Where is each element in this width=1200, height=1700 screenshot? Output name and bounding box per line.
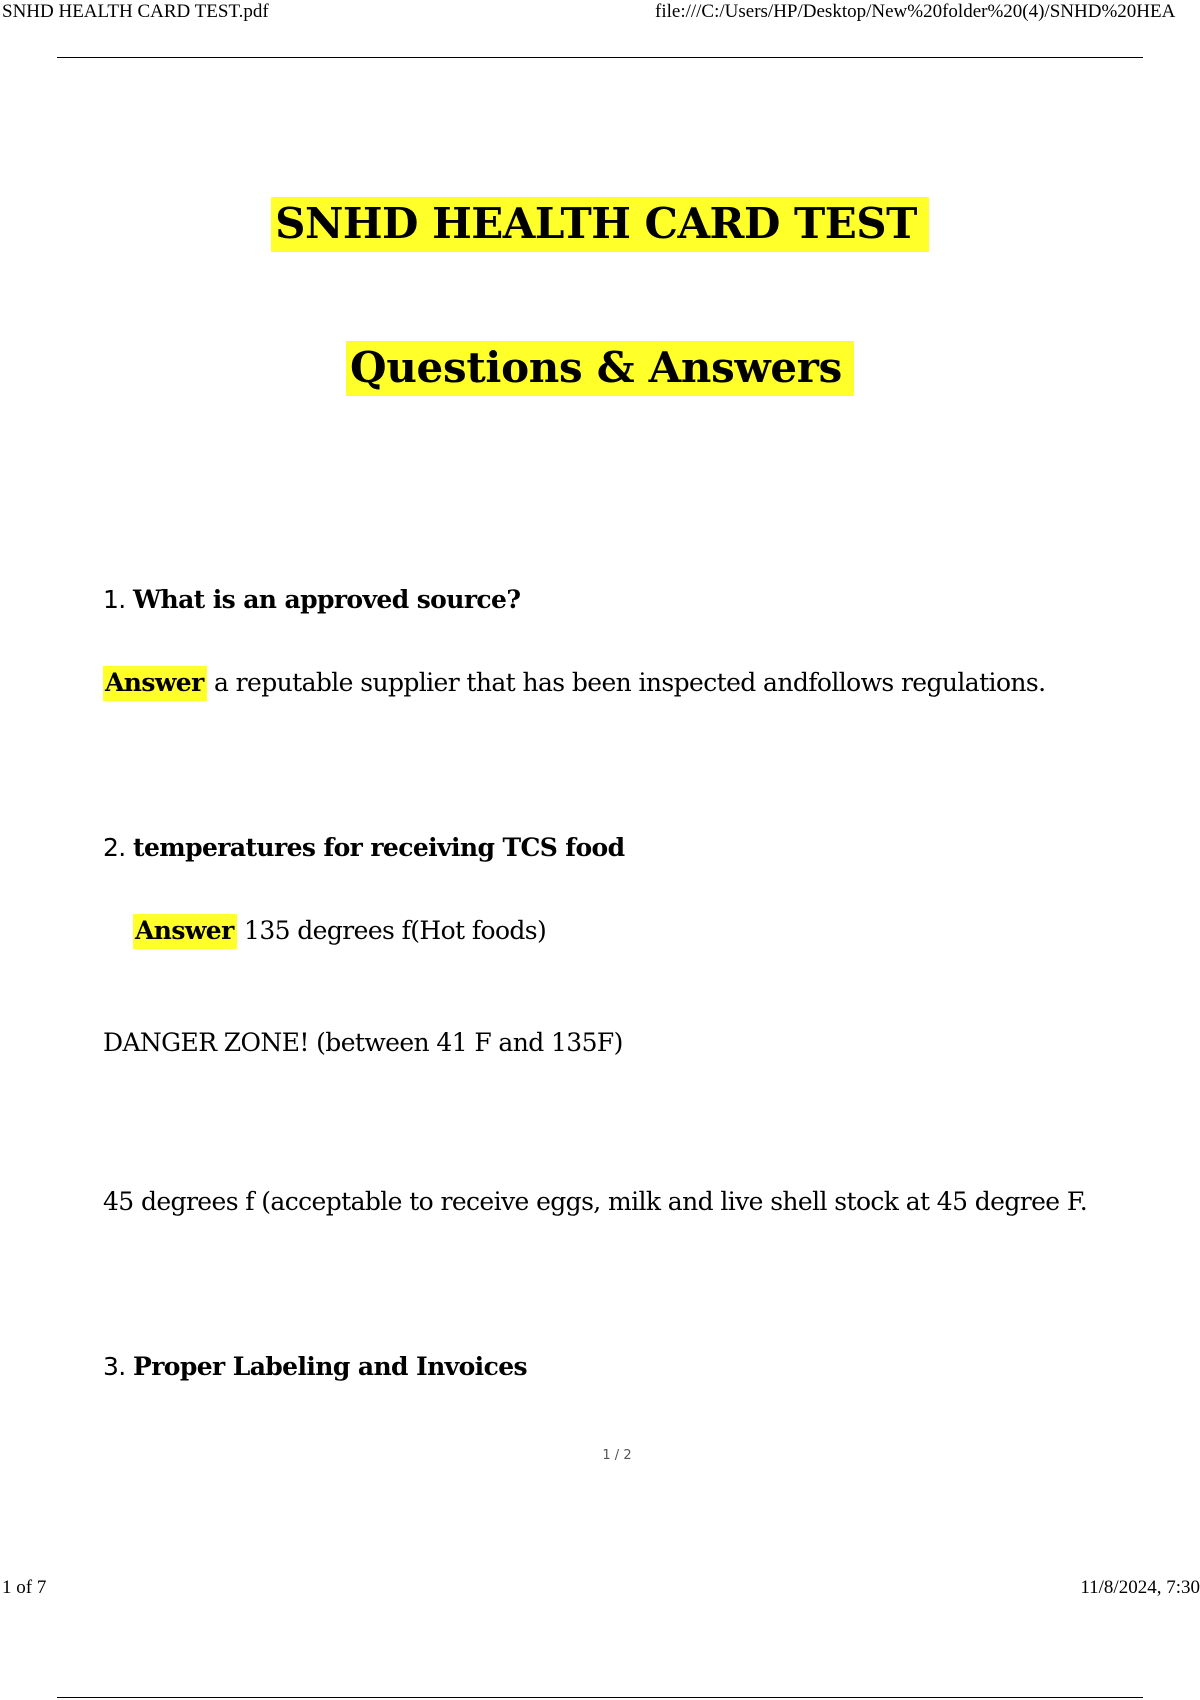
print-header [0,0,1200,26]
print-footer-page-count: 1 of 7 [2,1577,47,1598]
question-2-number: 2. [103,833,126,862]
question-3-number: 3. [103,1352,126,1381]
document-title-text: SNHD HEALTH CARD TEST [271,197,929,252]
answer-1-text: a reputable supplier that has been inspected andfollows regulations. [214,668,1046,697]
answer-2-note-receiving: 45 degrees f (acceptable to receive eggs, milk and live shell stock at 45 degree F. [103,1187,1088,1216]
print-header-file-url: file:///C:/Users/HP/Desktop/New%20folder%20(4)/SNHD%20HEA [655,1,1176,22]
question-3 [103,1351,527,1383]
document-title [0,196,1200,252]
answer-2-label: Answer [133,914,237,949]
answer-2 [133,915,546,947]
print-footer-datetime: 11/8/2024, 7:30 [1080,1577,1200,1598]
answer-2-text: 135 degrees f(Hot foods) [244,916,547,945]
question-2-text: temperatures for receiving TCS food [133,833,625,862]
question-1-text: What is an approved source? [133,585,521,614]
question-1-number: 1. [103,585,126,614]
document-subtitle [0,340,1200,396]
answer-2-note-danger-zone: DANGER ZONE! (between 41 F and 135F) [103,1028,623,1057]
question-2 [103,832,625,864]
footer-divider [57,1697,1143,1698]
answer-1-label: Answer [103,666,207,701]
answer-1 [103,667,1045,699]
print-footer [0,1576,1200,1602]
header-divider [57,57,1143,58]
question-3-text: Proper Labeling and Invoices [133,1352,527,1381]
page-indicator: 1 / 2 [602,1448,632,1463]
question-1 [103,584,520,616]
document-subtitle-text: Questions & Answers [346,341,854,396]
print-header-file-title: SNHD HEALTH CARD TEST.pdf [2,1,269,22]
